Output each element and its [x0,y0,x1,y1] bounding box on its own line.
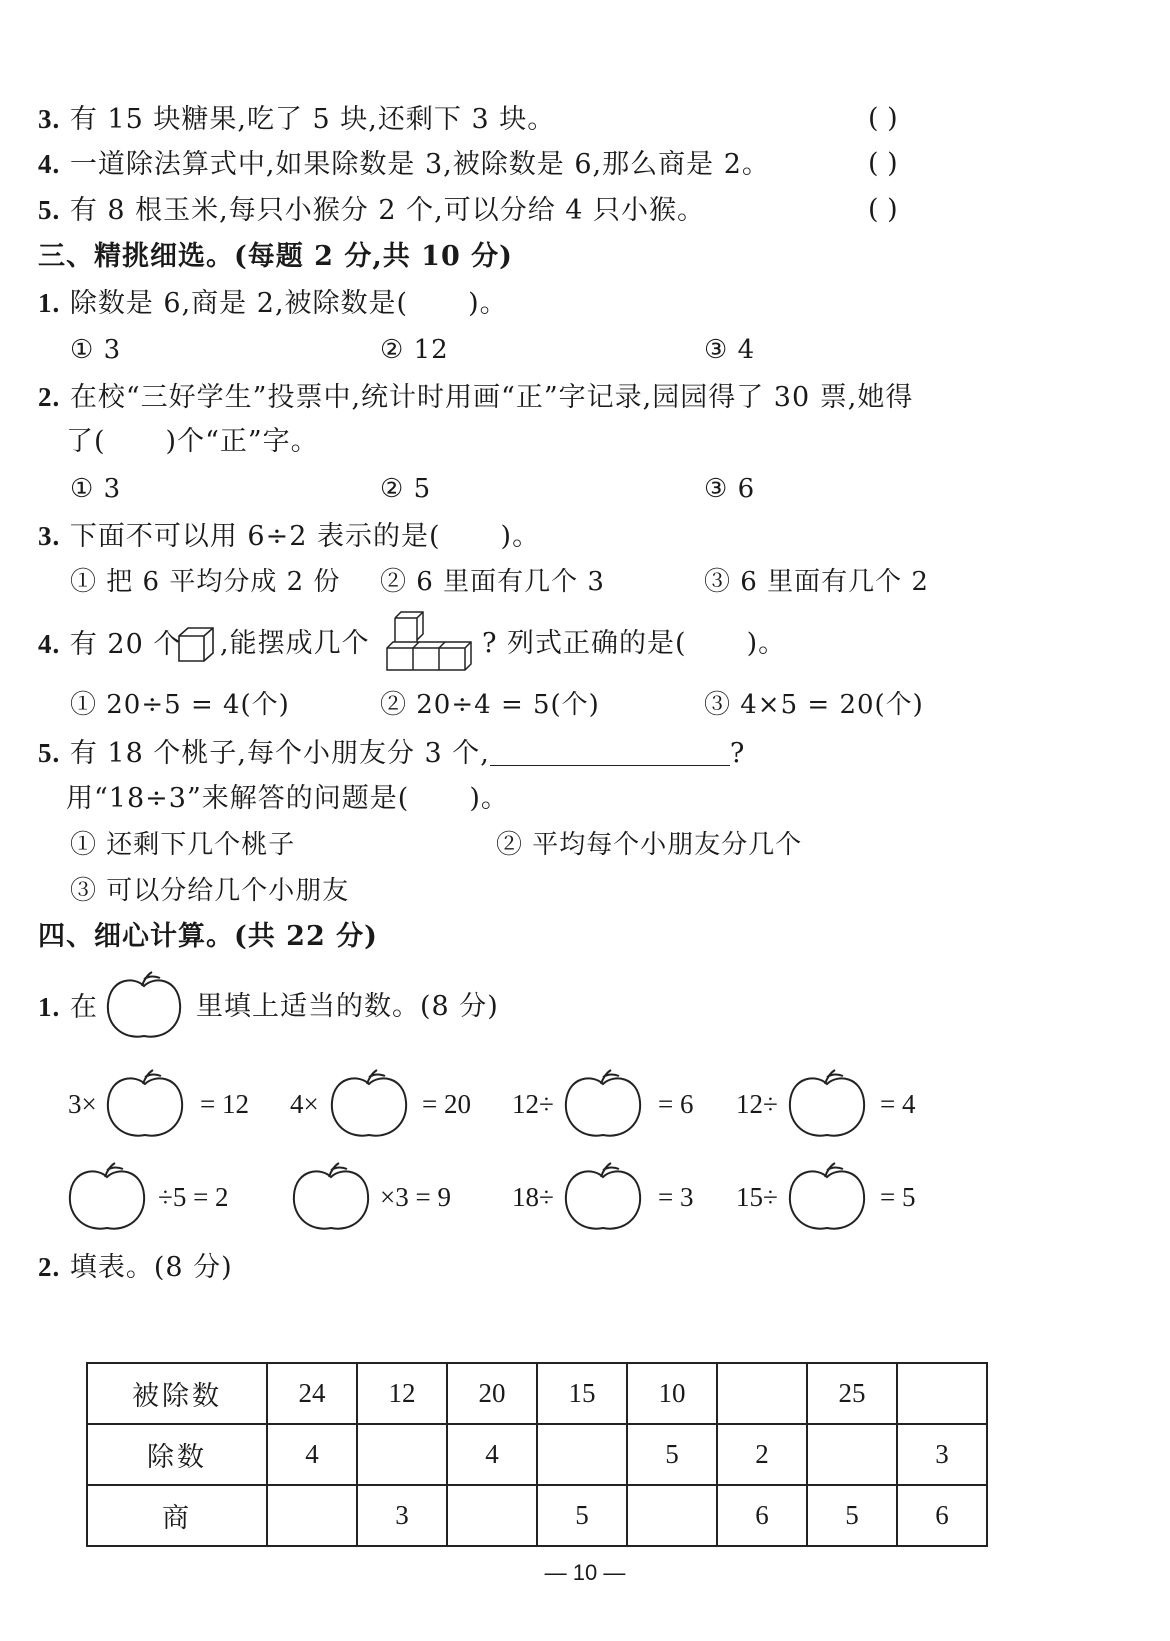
expr-prefix: 18÷ [512,1182,554,1212]
option-c[interactable]: ③ 6 [704,474,756,504]
item-number: 2. [38,1252,61,1282]
table-cell[interactable]: 4 [267,1424,357,1485]
judge-item-5 [38,193,705,228]
expr-prefix: 4× [290,1089,319,1119]
table-cell[interactable]: 2 [717,1424,807,1485]
table-cell[interactable]: 20 [447,1363,537,1424]
table-cell[interactable]: 25 [807,1363,897,1424]
item-number: 1. [38,288,61,318]
choice-q2 [38,380,913,415]
option-a[interactable]: ① 3 [70,474,122,504]
calc-q2 [38,1250,233,1285]
option-b[interactable]: ② 平均每个小朋友分几个 [496,830,803,860]
table-cell[interactable]: 3 [357,1485,447,1546]
item-number: 3. [38,521,61,551]
expr-result: = 4 [880,1089,916,1119]
expr-prefix: 15÷ [736,1182,778,1212]
section-3-title: 三、精挑细选。(每题 2 分,共 10 分) [38,241,513,272]
item-text: 有 20 个 [69,629,182,660]
table-cell[interactable]: 4 [447,1424,537,1485]
option-b[interactable]: ② 5 [380,474,432,504]
apple-outline-icon[interactable] [562,1067,644,1141]
apple-outline-icon[interactable] [562,1160,644,1234]
item-number: 4. [38,629,61,659]
judge-item-3 [38,102,555,137]
table-cell[interactable]: 5 [627,1424,717,1485]
row-header: 商 [87,1485,267,1546]
apple-outline-icon[interactable] [104,1067,186,1141]
item-number: 3. [38,104,61,134]
expr-prefix: 12÷ [736,1089,778,1119]
apple-outline-icon[interactable] [66,1160,148,1234]
expr-result: = 6 [658,1089,694,1119]
answer-paren[interactable]: ( ) [868,103,898,134]
choice-q3 [38,519,540,554]
expr-prefix: 12÷ [512,1089,554,1119]
table-cell[interactable] [537,1424,627,1485]
table-cell[interactable]: 12 [357,1363,447,1424]
table-cell[interactable]: 6 [717,1485,807,1546]
apple-outline-icon [104,970,184,1042]
item-text: )。 [469,783,509,814]
table-cell[interactable] [447,1485,537,1546]
item-text: 有 8 根玉米,每只小猴分 2 个,可以分给 4 只小猴。 [69,195,706,226]
choice-q2-line2 [66,425,319,459]
expr-result: ×3 = 9 [380,1182,451,1212]
table-cell[interactable]: 5 [537,1485,627,1546]
apple-outline-icon[interactable] [786,1067,868,1141]
item-text: 在 [69,992,98,1023]
answer-paren[interactable]: ( ) [868,148,898,179]
item-text: 用“18÷3”来解答的问题是( [66,783,410,814]
table-row [87,1424,987,1485]
item-text: 一道除法算式中,如果除数是 3,被除数是 6,那么商是 2。 [69,149,770,180]
cube-stack-icon [385,610,475,672]
item-number: 2. [38,382,61,412]
expr-result: = 5 [880,1182,916,1212]
apple-outline-icon[interactable] [328,1067,410,1141]
table-cell[interactable]: 15 [537,1363,627,1424]
item-text: 有 15 块糖果,吃了 5 块,还剩下 3 块。 [69,104,556,135]
table-cell[interactable] [267,1485,357,1546]
table-row [87,1363,987,1424]
table-cell[interactable] [807,1424,897,1485]
table-cell[interactable]: 5 [807,1485,897,1546]
table-cell[interactable]: 10 [627,1363,717,1424]
table-cell[interactable] [897,1363,987,1424]
table-cell[interactable]: 3 [897,1424,987,1485]
item-text: )个“正”字。 [165,426,319,457]
option-a[interactable]: ① 把 6 平均分成 2 份 [70,567,341,597]
calc-q1-b: 里填上适当的数。(8 分) [196,991,499,1022]
table-cell[interactable]: 6 [897,1485,987,1546]
item-text: 下面不可以用 6÷2 表示的是( [69,521,441,552]
item-number: 1. [38,992,61,1022]
item-tail: )。 [468,288,508,319]
choice-q5-line2 [66,782,509,816]
choice-q5 [38,736,745,771]
option-b[interactable]: ② 12 [380,335,449,365]
choice-q4-a [38,627,181,662]
division-table [86,1362,988,1547]
item-number: 5. [38,195,61,225]
item-tail: )。 [500,521,541,552]
expr-result: = 3 [658,1182,694,1212]
row-header: 被除数 [87,1363,267,1424]
item-text: 有 18 个桃子,每个小朋友分 3 个, [69,738,490,769]
answer-paren[interactable]: ( ) [868,194,898,225]
item-text: 填表。(8 分) [69,1252,233,1283]
table-cell[interactable] [627,1485,717,1546]
expr-result: = 12 [200,1089,249,1119]
option-c[interactable]: ③ 可以分给几个小朋友 [70,876,350,906]
option-c[interactable]: ③ 6 里面有几个 2 [704,567,929,597]
expr-result: ÷5 = 2 [158,1182,229,1212]
cube-icon [176,624,216,664]
item-text: 了( [66,426,106,457]
item-text: ? 列式正确的是( [482,628,687,659]
item-text: 在校“三好学生”投票中,统计时用画“正”字记录,园园得了 30 票,她得 [69,382,914,413]
section-4-title: 四、细心计算。(共 22 分) [38,921,378,952]
item-tail: )。 [746,628,787,659]
item-number: 4. [38,149,61,179]
table-cell[interactable] [357,1424,447,1485]
option-b[interactable]: ② 20÷4 = 5(个) [380,690,600,720]
table-row [87,1485,987,1546]
answer-underline[interactable] [490,739,730,766]
calc-q1-a [38,990,98,1025]
page-number: — 10 — [544,1560,626,1585]
expr-result: = 20 [422,1089,471,1119]
apple-outline-icon[interactable] [290,1160,372,1234]
choice-q4-c [482,627,786,661]
table-cell[interactable] [717,1363,807,1424]
option-c[interactable]: ③ 4×5 = 20(个) [704,690,924,720]
choice-q4-b: ,能摆成几个 [220,628,370,659]
apple-outline-icon[interactable] [786,1160,868,1234]
item-number: 5. [38,738,61,768]
option-c[interactable]: ③ 4 [704,335,756,365]
expr-prefix: 3× [68,1089,97,1119]
option-a[interactable]: ① 20÷5 = 4(个) [70,690,290,720]
option-a[interactable]: ① 还剩下几个桃子 [70,830,296,860]
judge-item-4 [38,147,770,182]
table-cell[interactable]: 24 [267,1363,357,1424]
choice-q1 [38,286,508,321]
row-header: 除数 [87,1424,267,1485]
option-a[interactable]: ① 3 [70,335,122,365]
option-b[interactable]: ② 6 里面有几个 3 [380,567,605,597]
item-text: 除数是 6,商是 2,被除数是( [69,288,409,319]
question-mark: ? [729,738,746,769]
